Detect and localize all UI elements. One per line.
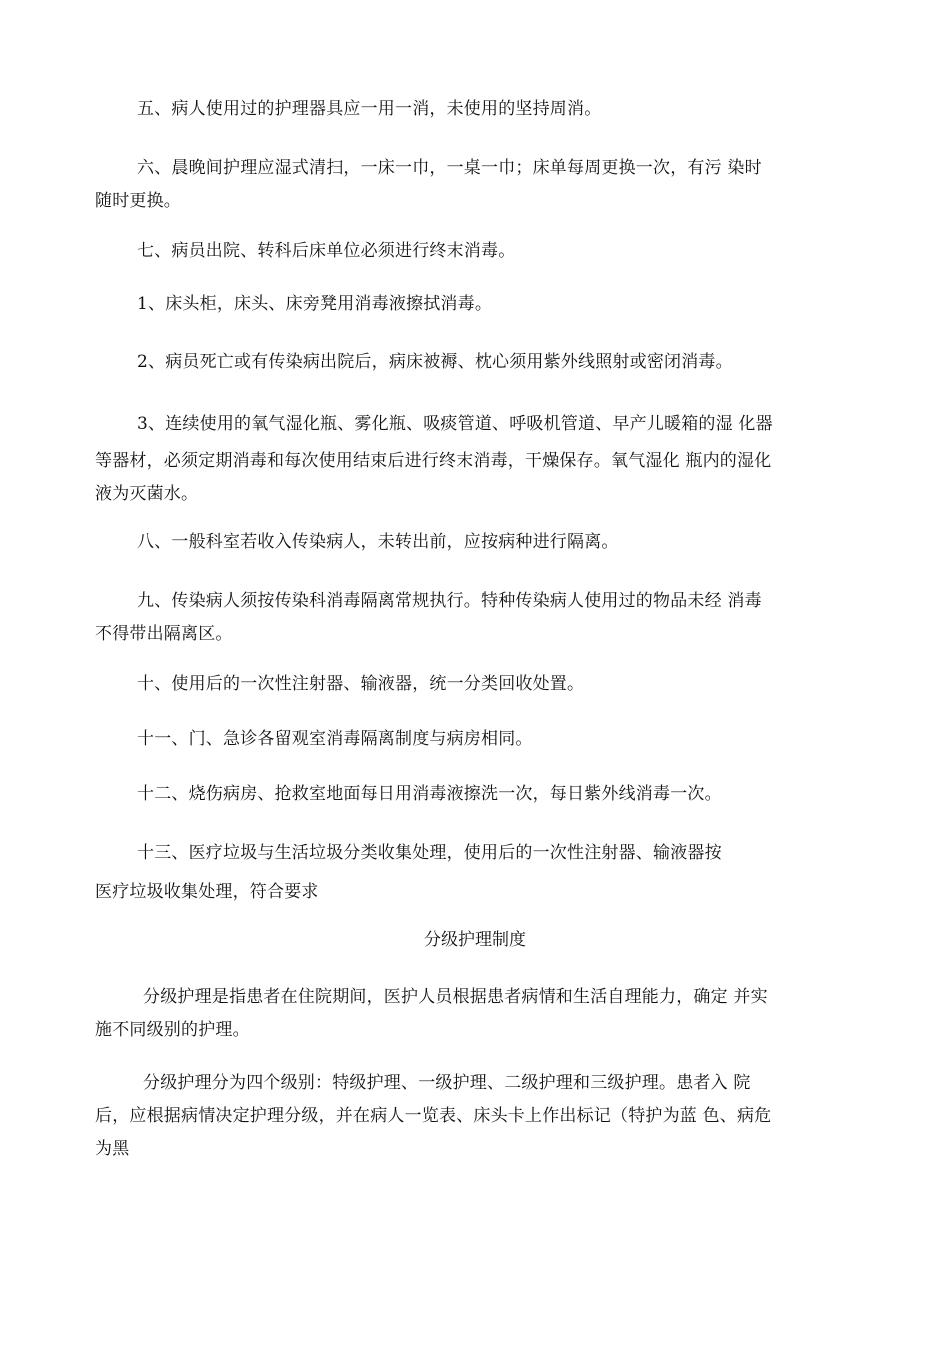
section-title: 分级护理制度 [424,930,526,950]
rule-7-item-1: 1、床头柜，床头、床旁凳用消毒液擦拭消毒。 [137,294,493,314]
rule-9-line-1: 九、传染病人须按传染科消毒隔离常规执行。特种传染病人使用过的物品未经 消毒 [137,591,762,611]
rule-9-line-2: 不得带出隔离区。 [95,624,233,644]
grading-para-1-line-2: 施不同级别的护理。 [95,1020,250,1040]
rule-8: 八、一般科室若收入传染病人，未转出前，应按病种进行隔离。 [137,532,619,552]
grading-para-2-line-2: 后，应根据病情决定护理分级，并在病人一览表、床头卡上作出标记（特护为蓝 色、病危 [95,1106,772,1126]
rule-7-item-3-line-2: 等器材，必须定期消毒和每次使用结束后进行终末消毒，干燥保存。氧气湿化 瓶内的湿化 [95,451,772,471]
rule-7-item-2: 2、病员死亡或有传染病出院后，病床被褥、枕心须用紫外线照射或密闭消毒。 [137,352,733,372]
rule-6-line-1: 六、晨晚间护理应湿式清扫，一床一巾，一桌一巾；床单每周更换一次，有污 染时 [137,158,762,178]
rule-13-line-1: 十三、医疗垃圾与生活垃圾分类收集处理，使用后的一次性注射器、输液器按 [137,843,722,863]
grading-para-1-line-1: 分级护理是指患者在住院期间，医护人员根据患者病情和生活自理能力，确定 并实 [143,987,768,1007]
rule-6-line-2: 随时更换。 [95,191,181,211]
rule-10: 十、使用后的一次性注射器、输液器，统一分类回收处置。 [137,674,585,694]
rule-11: 十一、门、急诊各留观室消毒隔离制度与病房相同。 [137,729,533,749]
grading-para-2-line-1: 分级护理分为四个级别：特级护理、一级护理、二级护理和三级护理。患者入 院 [143,1073,751,1093]
rule-12: 十二、烧伤病房、抢救室地面每日用消毒液擦洗一次，每日紫外线消毒一次。 [137,784,722,804]
rule-7-item-3-line-3: 液为灭菌水。 [95,484,199,504]
grading-para-2-line-3: 为黑 [95,1139,130,1159]
rule-7-item-3-line-1: 3、连续使用的氧气湿化瓶、雾化瓶、吸痰管道、呼吸机管道、早产儿暖箱的湿 化器 [137,414,773,434]
rule-5: 五、病人使用过的护理器具应一用一消，未使用的坚持周消。 [137,99,602,119]
rule-7: 七、病员出院、转科后床单位必须进行终末消毒。 [137,241,516,261]
rule-13-line-2: 医疗垃圾收集处理，符合要求 [95,882,319,902]
